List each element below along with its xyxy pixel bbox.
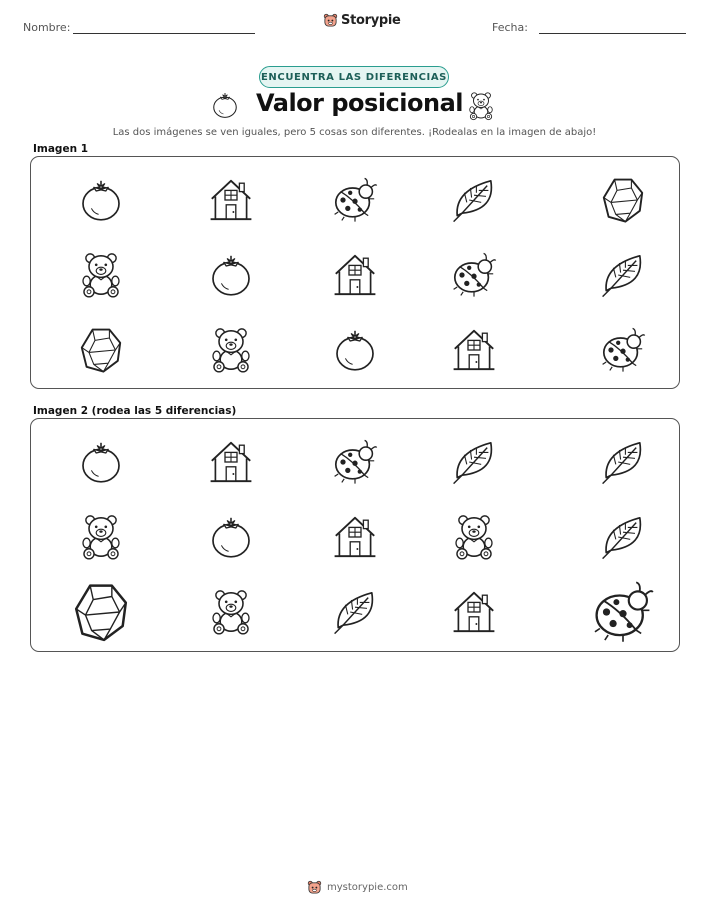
image1-bear-icon[interactable] — [77, 251, 125, 299]
image2-panel — [30, 418, 680, 652]
brand-logo — [323, 13, 401, 28]
instructions: Las dos imágenes se ven iguales, pero 5 cosas son diferentes. ¡Rodealas en la imagen de abajo! — [112, 127, 597, 138]
image1-ladybug-icon[interactable] — [450, 251, 498, 299]
image2-ladybug-icon[interactable] — [331, 438, 379, 486]
image2-label: Imagen 2 (rodea las 5 diferencias) — [33, 405, 237, 417]
image2-leaf-icon[interactable] — [331, 588, 379, 636]
image1-house-icon[interactable] — [331, 251, 379, 299]
image2-house-icon[interactable] — [207, 438, 255, 486]
page-title: Valor posicional — [256, 89, 463, 117]
image2-gem-icon[interactable] — [70, 581, 132, 643]
brand-name: Storypie — [341, 13, 401, 28]
storypie-logo-icon — [323, 13, 338, 28]
image2-leaf-icon[interactable] — [599, 513, 647, 561]
image1-house-icon[interactable] — [207, 176, 255, 224]
image2-house-icon[interactable] — [450, 588, 498, 636]
image1-tomato-icon[interactable] — [77, 176, 125, 224]
image1-ladybug-icon[interactable] — [599, 326, 647, 374]
image1-leaf-icon[interactable] — [599, 251, 647, 299]
storypie-logo-icon — [307, 880, 322, 895]
date-input-line[interactable] — [539, 33, 686, 34]
activity-badge: ENCUENTRA LAS DIFERENCIAS — [259, 66, 449, 88]
image1-tomato-icon[interactable] — [207, 251, 255, 299]
image1-ladybug-icon[interactable] — [331, 176, 379, 224]
image1-panel — [30, 156, 680, 389]
image1-label: Imagen 1 — [33, 143, 89, 155]
name-label: Nombre: — [23, 21, 71, 34]
image2-tomato-icon[interactable] — [77, 438, 125, 486]
image1-leaf-icon[interactable] — [450, 176, 498, 224]
name-input-line[interactable] — [73, 33, 255, 34]
image2-bear-icon[interactable] — [207, 588, 255, 636]
footer — [307, 880, 408, 895]
image1-gem-icon[interactable] — [77, 326, 125, 374]
image2-tomato-icon[interactable] — [207, 513, 255, 561]
image2-ladybug-icon[interactable] — [590, 579, 656, 645]
image1-house-icon[interactable] — [450, 326, 498, 374]
image2-leaf-icon[interactable] — [599, 438, 647, 486]
date-label: Fecha: — [492, 21, 528, 34]
image2-leaf-icon[interactable] — [450, 438, 498, 486]
image1-tomato-icon[interactable] — [331, 326, 379, 374]
image2-house-icon[interactable] — [331, 513, 379, 561]
bear-icon — [466, 91, 496, 121]
image1-gem-icon[interactable] — [599, 176, 647, 224]
image1-bear-icon[interactable] — [207, 326, 255, 374]
image2-bear-icon[interactable] — [450, 513, 498, 561]
image2-bear-icon[interactable] — [77, 513, 125, 561]
footer-url: mystorypie.com — [327, 882, 408, 893]
tomato-icon — [210, 90, 240, 120]
